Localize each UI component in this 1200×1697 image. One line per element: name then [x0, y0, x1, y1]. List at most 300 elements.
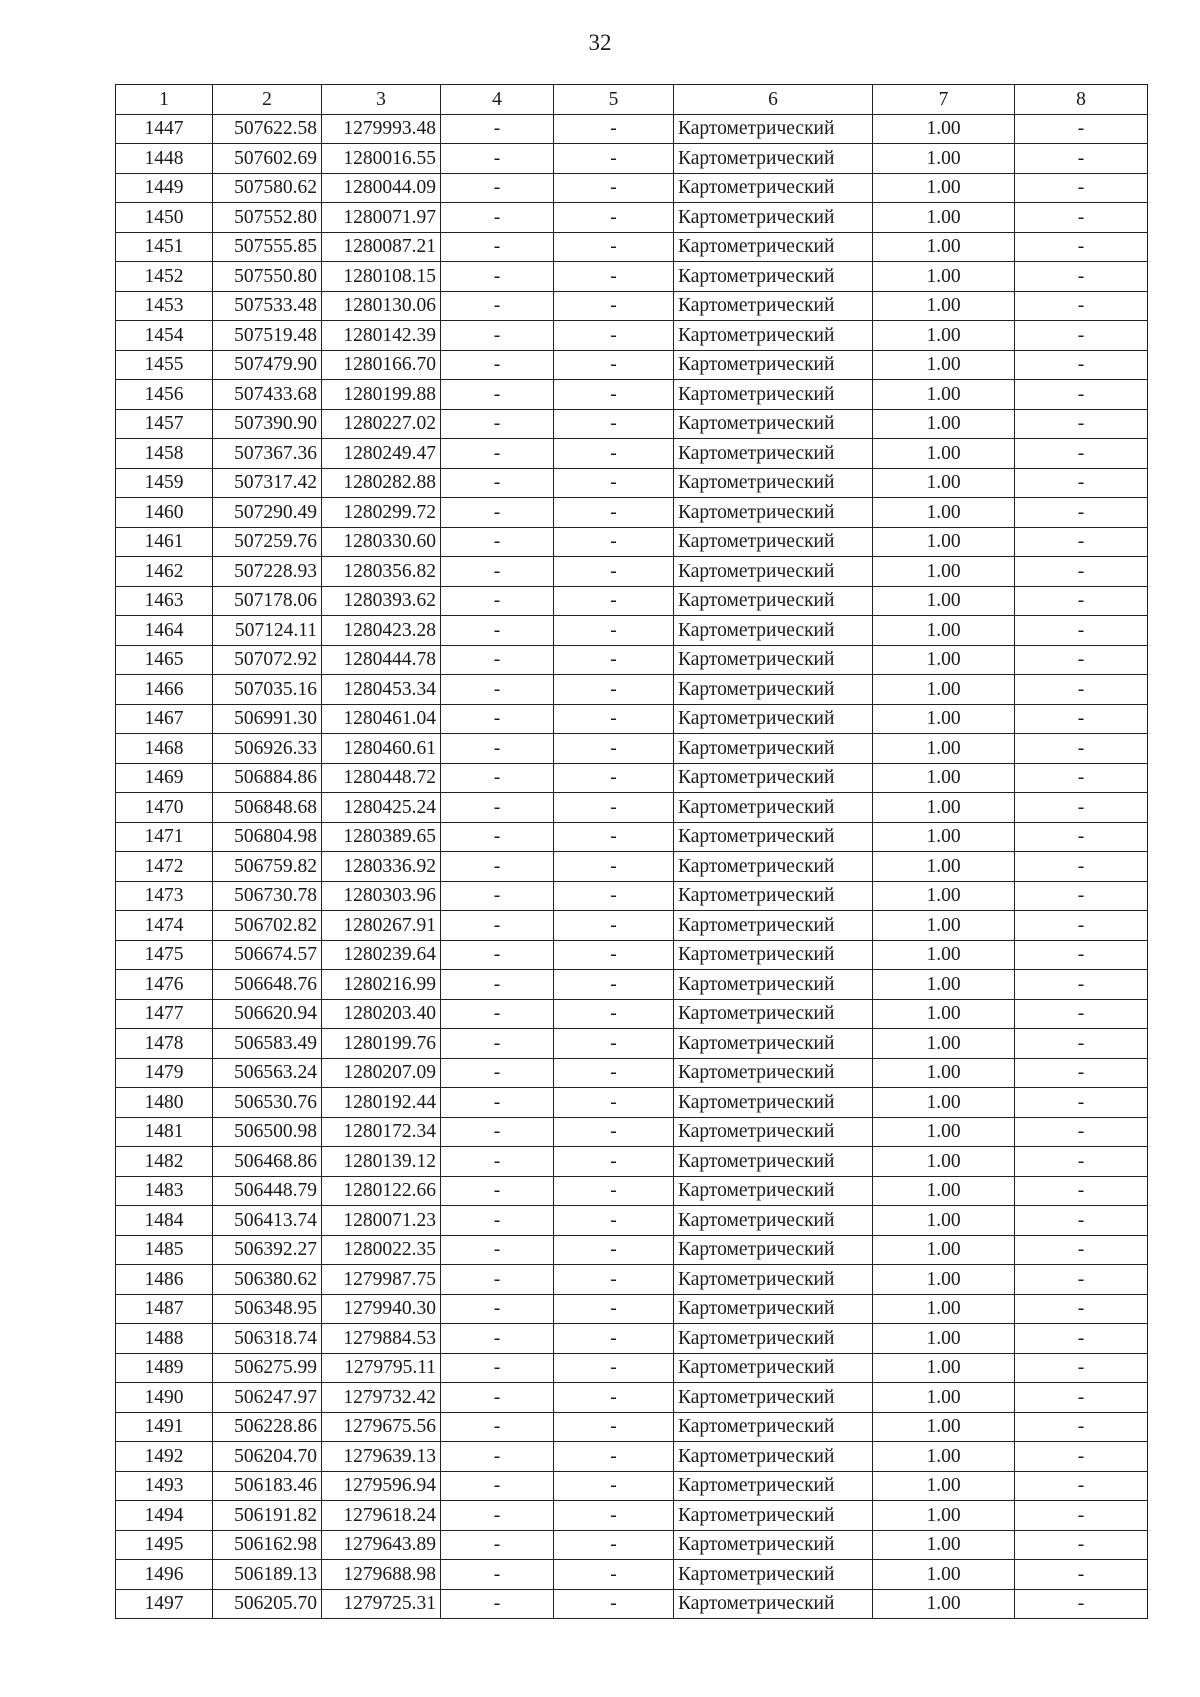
table-cell-col1: 1469 [116, 763, 213, 793]
table-cell-col3: 1279884.53 [322, 1324, 441, 1354]
table-cell-col1: 1455 [116, 350, 213, 380]
table-row [116, 1324, 1148, 1354]
table-cell-col5: - [554, 822, 674, 852]
table-cell-col1: 1490 [116, 1383, 213, 1413]
table-cell-col1: 1447 [116, 114, 213, 144]
table-cell-col1: 1496 [116, 1560, 213, 1590]
table-cell-col7: 1.00 [873, 645, 1015, 675]
table-cell-col7: 1.00 [873, 173, 1015, 203]
table-cell-col2: 506348.95 [213, 1294, 322, 1324]
table-cell-col7: 1.00 [873, 999, 1015, 1029]
table-cell-col7: 1.00 [873, 527, 1015, 557]
table-cell-col8: - [1015, 498, 1148, 528]
table-cell-col8: - [1015, 1294, 1148, 1324]
table-row [116, 439, 1148, 469]
table-cell-col7: 1.00 [873, 439, 1015, 469]
table-cell-col8: - [1015, 1235, 1148, 1265]
table-row [116, 675, 1148, 705]
table-row [116, 1088, 1148, 1118]
table-cell-col5: - [554, 999, 674, 1029]
table-cell-col5: - [554, 1176, 674, 1206]
table-cell-col2: 506620.94 [213, 999, 322, 1029]
table-cell-col5: - [554, 645, 674, 675]
table-cell-col5: - [554, 1235, 674, 1265]
table-cell-col6: Картометрический [674, 468, 873, 498]
table-cell-col8: - [1015, 1471, 1148, 1501]
table-cell-col3: 1280192.44 [322, 1088, 441, 1118]
table-cell-col7: 1.00 [873, 321, 1015, 351]
table-cell-col5: - [554, 616, 674, 646]
table-cell-col4: - [441, 557, 554, 587]
table-row [116, 498, 1148, 528]
table-cell-col3: 1280139.12 [322, 1147, 441, 1177]
table-cell-col1: 1475 [116, 940, 213, 970]
table-row [116, 557, 1148, 587]
table-cell-col4: - [441, 409, 554, 439]
table-cell-col4: - [441, 350, 554, 380]
table-cell-col8: - [1015, 822, 1148, 852]
table-cell-col3: 1280423.28 [322, 616, 441, 646]
table-cell-col7: 1.00 [873, 586, 1015, 616]
table-cell-col3: 1280022.35 [322, 1235, 441, 1265]
table-cell-col8: - [1015, 1206, 1148, 1236]
table-cell-col2: 506674.57 [213, 940, 322, 970]
table-cell-col6: Картометрический [674, 262, 873, 292]
table-cell-col6: Картометрический [674, 1176, 873, 1206]
table-cell-col1: 1450 [116, 203, 213, 233]
table-cell-col5: - [554, 1560, 674, 1590]
table-cell-col8: - [1015, 1353, 1148, 1383]
table-cell-col3: 1280227.02 [322, 409, 441, 439]
table-cell-col4: - [441, 704, 554, 734]
table-row [116, 380, 1148, 410]
table-row [116, 262, 1148, 292]
table-cell-col2: 507072.92 [213, 645, 322, 675]
table-cell-col2: 506848.68 [213, 793, 322, 823]
table-cell-col3: 1279993.48 [322, 114, 441, 144]
header-row [116, 85, 1148, 115]
table-cell-col3: 1280299.72 [322, 498, 441, 528]
table-cell-col2: 506804.98 [213, 822, 322, 852]
table-cell-col7: 1.00 [873, 468, 1015, 498]
table-cell-col3: 1280267.91 [322, 911, 441, 941]
table-cell-col6: Картометрический [674, 291, 873, 321]
table-cell-col7: 1.00 [873, 1560, 1015, 1590]
table-cell-col2: 507550.80 [213, 262, 322, 292]
table-cell-col8: - [1015, 616, 1148, 646]
table-cell-col5: - [554, 468, 674, 498]
table-cell-col8: - [1015, 527, 1148, 557]
table-cell-col4: - [441, 203, 554, 233]
table-cell-col4: - [441, 822, 554, 852]
table-row [116, 616, 1148, 646]
table-cell-col5: - [554, 498, 674, 528]
table-cell-col5: - [554, 262, 674, 292]
table-cell-col5: - [554, 232, 674, 262]
table-row [116, 203, 1148, 233]
table-cell-col6: Картометрический [674, 1265, 873, 1295]
table-cell-col2: 506702.82 [213, 911, 322, 941]
table-cell-col5: - [554, 1530, 674, 1560]
table-cell-col5: - [554, 1088, 674, 1118]
table-cell-col2: 507290.49 [213, 498, 322, 528]
table-cell-col7: 1.00 [873, 1383, 1015, 1413]
table-cell-col1: 1471 [116, 822, 213, 852]
column-header-5: 5 [554, 85, 674, 115]
table-row [116, 940, 1148, 970]
table-cell-col4: - [441, 291, 554, 321]
table-cell-col6: Картометрический [674, 114, 873, 144]
table-cell-col3: 1280444.78 [322, 645, 441, 675]
table-cell-col3: 1280425.24 [322, 793, 441, 823]
table-cell-col2: 506468.86 [213, 1147, 322, 1177]
table-row [116, 409, 1148, 439]
table-cell-col5: - [554, 940, 674, 970]
table-cell-col6: Картометрический [674, 1058, 873, 1088]
table-row [116, 852, 1148, 882]
table-row [116, 911, 1148, 941]
table-cell-col7: 1.00 [873, 1294, 1015, 1324]
table-cell-col8: - [1015, 1501, 1148, 1531]
table-cell-col6: Картометрический [674, 1324, 873, 1354]
table-row [116, 1589, 1148, 1619]
table-cell-col2: 507552.80 [213, 203, 322, 233]
table-cell-col7: 1.00 [873, 1176, 1015, 1206]
table-cell-col3: 1279940.30 [322, 1294, 441, 1324]
table-cell-col1: 1460 [116, 498, 213, 528]
table-cell-col8: - [1015, 852, 1148, 882]
table-cell-col4: - [441, 144, 554, 174]
table-row [116, 1501, 1148, 1531]
table-cell-col6: Картометрический [674, 1206, 873, 1236]
table-row [116, 822, 1148, 852]
table-cell-col7: 1.00 [873, 911, 1015, 941]
table-row [116, 970, 1148, 1000]
table-cell-col6: Картометрический [674, 527, 873, 557]
table-cell-col8: - [1015, 999, 1148, 1029]
table-cell-col8: - [1015, 1383, 1148, 1413]
table-cell-col1: 1483 [116, 1176, 213, 1206]
table-cell-col2: 506204.70 [213, 1442, 322, 1472]
table-cell-col3: 1280336.92 [322, 852, 441, 882]
table-cell-col7: 1.00 [873, 1353, 1015, 1383]
table-cell-col4: - [441, 498, 554, 528]
table-cell-col1: 1489 [116, 1353, 213, 1383]
table-cell-col7: 1.00 [873, 1471, 1015, 1501]
column-header-6: 6 [674, 85, 873, 115]
table-cell-col8: - [1015, 350, 1148, 380]
table-row [116, 704, 1148, 734]
table-cell-col5: - [554, 1324, 674, 1354]
table-cell-col2: 507580.62 [213, 173, 322, 203]
table-cell-col3: 1279688.98 [322, 1560, 441, 1590]
table-cell-col1: 1451 [116, 232, 213, 262]
table-cell-col3: 1280460.61 [322, 734, 441, 764]
table-cell-col7: 1.00 [873, 114, 1015, 144]
table-cell-col6: Картометрический [674, 1530, 873, 1560]
table-cell-col4: - [441, 1176, 554, 1206]
table-cell-col8: - [1015, 586, 1148, 616]
table-cell-col6: Картометрический [674, 1412, 873, 1442]
table-row [116, 1294, 1148, 1324]
table-cell-col1: 1457 [116, 409, 213, 439]
table-cell-col1: 1474 [116, 911, 213, 941]
table-cell-col6: Картометрический [674, 1147, 873, 1177]
table-cell-col4: - [441, 881, 554, 911]
table-cell-col1: 1494 [116, 1501, 213, 1531]
table-cell-col2: 506563.24 [213, 1058, 322, 1088]
table-cell-col4: - [441, 1471, 554, 1501]
table-cell-col8: - [1015, 1176, 1148, 1206]
table-cell-col4: - [441, 232, 554, 262]
table-cell-col2: 507035.16 [213, 675, 322, 705]
table-cell-col6: Картометрический [674, 822, 873, 852]
table-cell-col3: 1280071.23 [322, 1206, 441, 1236]
table-row [116, 1029, 1148, 1059]
table-cell-col5: - [554, 1206, 674, 1236]
table-cell-col5: - [554, 1412, 674, 1442]
table-cell-col2: 507259.76 [213, 527, 322, 557]
table-row [116, 350, 1148, 380]
table-cell-col7: 1.00 [873, 881, 1015, 911]
table-cell-col6: Картометрический [674, 645, 873, 675]
table-row [116, 468, 1148, 498]
table-cell-col1: 1454 [116, 321, 213, 351]
table-cell-col3: 1279725.31 [322, 1589, 441, 1619]
table-cell-col5: - [554, 321, 674, 351]
table-cell-col3: 1280216.99 [322, 970, 441, 1000]
table-cell-col8: - [1015, 114, 1148, 144]
table-cell-col2: 507124.11 [213, 616, 322, 646]
table-cell-col6: Картометрический [674, 498, 873, 528]
table-cell-col7: 1.00 [873, 1501, 1015, 1531]
table-cell-col1: 1497 [116, 1589, 213, 1619]
table-cell-col7: 1.00 [873, 557, 1015, 587]
table-cell-col2: 507622.58 [213, 114, 322, 144]
table-cell-col3: 1280122.66 [322, 1176, 441, 1206]
table-cell-col2: 507317.42 [213, 468, 322, 498]
table-cell-col8: - [1015, 763, 1148, 793]
table-row [116, 1412, 1148, 1442]
table-cell-col1: 1481 [116, 1117, 213, 1147]
table-cell-col8: - [1015, 439, 1148, 469]
table-cell-col7: 1.00 [873, 1088, 1015, 1118]
table-cell-col4: - [441, 911, 554, 941]
table-cell-col5: - [554, 734, 674, 764]
table-cell-col8: - [1015, 1589, 1148, 1619]
table-cell-col4: - [441, 1117, 554, 1147]
table-cell-col2: 507178.06 [213, 586, 322, 616]
table-cell-col4: - [441, 1265, 554, 1295]
table-cell-col6: Картометрический [674, 321, 873, 351]
table-cell-col8: - [1015, 940, 1148, 970]
table-cell-col3: 1280389.65 [322, 822, 441, 852]
table-cell-col6: Картометрический [674, 1383, 873, 1413]
table-cell-col5: - [554, 881, 674, 911]
table-cell-col7: 1.00 [873, 1324, 1015, 1354]
table-cell-col2: 506162.98 [213, 1530, 322, 1560]
table-cell-col1: 1470 [116, 793, 213, 823]
table-cell-col6: Картометрический [674, 232, 873, 262]
table-row [116, 763, 1148, 793]
table-cell-col8: - [1015, 1530, 1148, 1560]
table-cell-col5: - [554, 1117, 674, 1147]
table-cell-col4: - [441, 645, 554, 675]
table-cell-col1: 1458 [116, 439, 213, 469]
table-cell-col6: Картометрический [674, 1294, 873, 1324]
table-cell-col3: 1279639.13 [322, 1442, 441, 1472]
table-cell-col3: 1280448.72 [322, 763, 441, 793]
table-row [116, 232, 1148, 262]
table-cell-col7: 1.00 [873, 970, 1015, 1000]
table-cell-col3: 1280087.21 [322, 232, 441, 262]
table-cell-col1: 1468 [116, 734, 213, 764]
table-cell-col6: Картометрический [674, 1589, 873, 1619]
table-cell-col2: 506884.86 [213, 763, 322, 793]
table-cell-col1: 1495 [116, 1530, 213, 1560]
table-cell-col8: - [1015, 203, 1148, 233]
table-cell-col2: 507602.69 [213, 144, 322, 174]
table-cell-col6: Картометрический [674, 852, 873, 882]
table-cell-col4: - [441, 1058, 554, 1088]
table-cell-col6: Картометрический [674, 1353, 873, 1383]
table-cell-col3: 1280282.88 [322, 468, 441, 498]
table-row [116, 645, 1148, 675]
table-cell-col1: 1485 [116, 1235, 213, 1265]
table-cell-col5: - [554, 557, 674, 587]
table-cell-col3: 1280207.09 [322, 1058, 441, 1088]
table-cell-col8: - [1015, 793, 1148, 823]
table-cell-col5: - [554, 291, 674, 321]
table-cell-col7: 1.00 [873, 822, 1015, 852]
table-cell-col6: Картометрический [674, 999, 873, 1029]
table-cell-col5: - [554, 586, 674, 616]
table-cell-col4: - [441, 1294, 554, 1324]
table-cell-col2: 507519.48 [213, 321, 322, 351]
table-cell-col5: - [554, 1383, 674, 1413]
table-cell-col2: 506380.62 [213, 1265, 322, 1295]
table-cell-col2: 506991.30 [213, 704, 322, 734]
table-cell-col3: 1280071.97 [322, 203, 441, 233]
table-cell-col1: 1466 [116, 675, 213, 705]
table-cell-col5: - [554, 704, 674, 734]
table-cell-col2: 506500.98 [213, 1117, 322, 1147]
table-cell-col5: - [554, 911, 674, 941]
table-cell-col3: 1280303.96 [322, 881, 441, 911]
table-cell-col3: 1280130.06 [322, 291, 441, 321]
table-header [116, 85, 1148, 115]
table-cell-col5: - [554, 114, 674, 144]
table-row [116, 793, 1148, 823]
table-cell-col5: - [554, 1353, 674, 1383]
table-cell-col3: 1280199.88 [322, 380, 441, 410]
table-cell-col6: Картометрический [674, 409, 873, 439]
table-cell-col4: - [441, 1088, 554, 1118]
table-cell-col6: Картометрический [674, 350, 873, 380]
table-cell-col3: 1280356.82 [322, 557, 441, 587]
table-cell-col7: 1.00 [873, 203, 1015, 233]
table-cell-col6: Картометрический [674, 439, 873, 469]
table-row [116, 881, 1148, 911]
table-row [116, 586, 1148, 616]
table-cell-col1: 1486 [116, 1265, 213, 1295]
table-cell-col2: 507555.85 [213, 232, 322, 262]
table-cell-col6: Картометрический [674, 1117, 873, 1147]
table-cell-col5: - [554, 1058, 674, 1088]
table-cell-col3: 1280044.09 [322, 173, 441, 203]
table-cell-col5: - [554, 203, 674, 233]
table-cell-col5: - [554, 1029, 674, 1059]
table-cell-col7: 1.00 [873, 940, 1015, 970]
table-row [116, 1442, 1148, 1472]
page-number: 32 [588, 30, 612, 55]
table-cell-col3: 1279618.24 [322, 1501, 441, 1531]
table-row [116, 734, 1148, 764]
table-cell-col6: Картометрический [674, 911, 873, 941]
table-cell-col8: - [1015, 911, 1148, 941]
table-cell-col1: 1473 [116, 881, 213, 911]
table-cell-col1: 1467 [116, 704, 213, 734]
table-cell-col7: 1.00 [873, 1058, 1015, 1088]
table-cell-col1: 1484 [116, 1206, 213, 1236]
column-header-4: 4 [441, 85, 554, 115]
table-cell-col5: - [554, 1147, 674, 1177]
table-cell-col3: 1280461.04 [322, 704, 441, 734]
table-cell-col7: 1.00 [873, 1530, 1015, 1560]
table-cell-col4: - [441, 616, 554, 646]
table-cell-col6: Картометрический [674, 675, 873, 705]
table-cell-col8: - [1015, 409, 1148, 439]
table-cell-col6: Картометрический [674, 1235, 873, 1265]
table-cell-col1: 1463 [116, 586, 213, 616]
table-cell-col8: - [1015, 1412, 1148, 1442]
table-cell-col6: Картометрический [674, 380, 873, 410]
table-cell-col7: 1.00 [873, 1206, 1015, 1236]
table-cell-col3: 1280239.64 [322, 940, 441, 970]
table-cell-col5: - [554, 1471, 674, 1501]
table-cell-col7: 1.00 [873, 409, 1015, 439]
table-row [116, 173, 1148, 203]
table-cell-col3: 1280166.70 [322, 350, 441, 380]
table-cell-col3: 1280203.40 [322, 999, 441, 1029]
table-cell-col5: - [554, 144, 674, 174]
table-cell-col1: 1472 [116, 852, 213, 882]
table-cell-col1: 1476 [116, 970, 213, 1000]
table-cell-col5: - [554, 1265, 674, 1295]
table-cell-col5: - [554, 409, 674, 439]
table-cell-col1: 1456 [116, 380, 213, 410]
table-cell-col4: - [441, 114, 554, 144]
table-cell-col2: 506759.82 [213, 852, 322, 882]
table-cell-col4: - [441, 1324, 554, 1354]
table-cell-col6: Картометрический [674, 734, 873, 764]
table-cell-col5: - [554, 527, 674, 557]
table-cell-col2: 506648.76 [213, 970, 322, 1000]
table-cell-col2: 506189.13 [213, 1560, 322, 1590]
table-cell-col5: - [554, 1501, 674, 1531]
table-cell-col1: 1488 [116, 1324, 213, 1354]
table-cell-col1: 1493 [116, 1471, 213, 1501]
table-row [116, 144, 1148, 174]
table-cell-col4: - [441, 1589, 554, 1619]
table-cell-col5: - [554, 793, 674, 823]
table-cell-col4: - [441, 1353, 554, 1383]
table-cell-col6: Картометрический [674, 203, 873, 233]
table-cell-col5: - [554, 1589, 674, 1619]
table-cell-col8: - [1015, 468, 1148, 498]
table-cell-col2: 506730.78 [213, 881, 322, 911]
table-cell-col7: 1.00 [873, 852, 1015, 882]
